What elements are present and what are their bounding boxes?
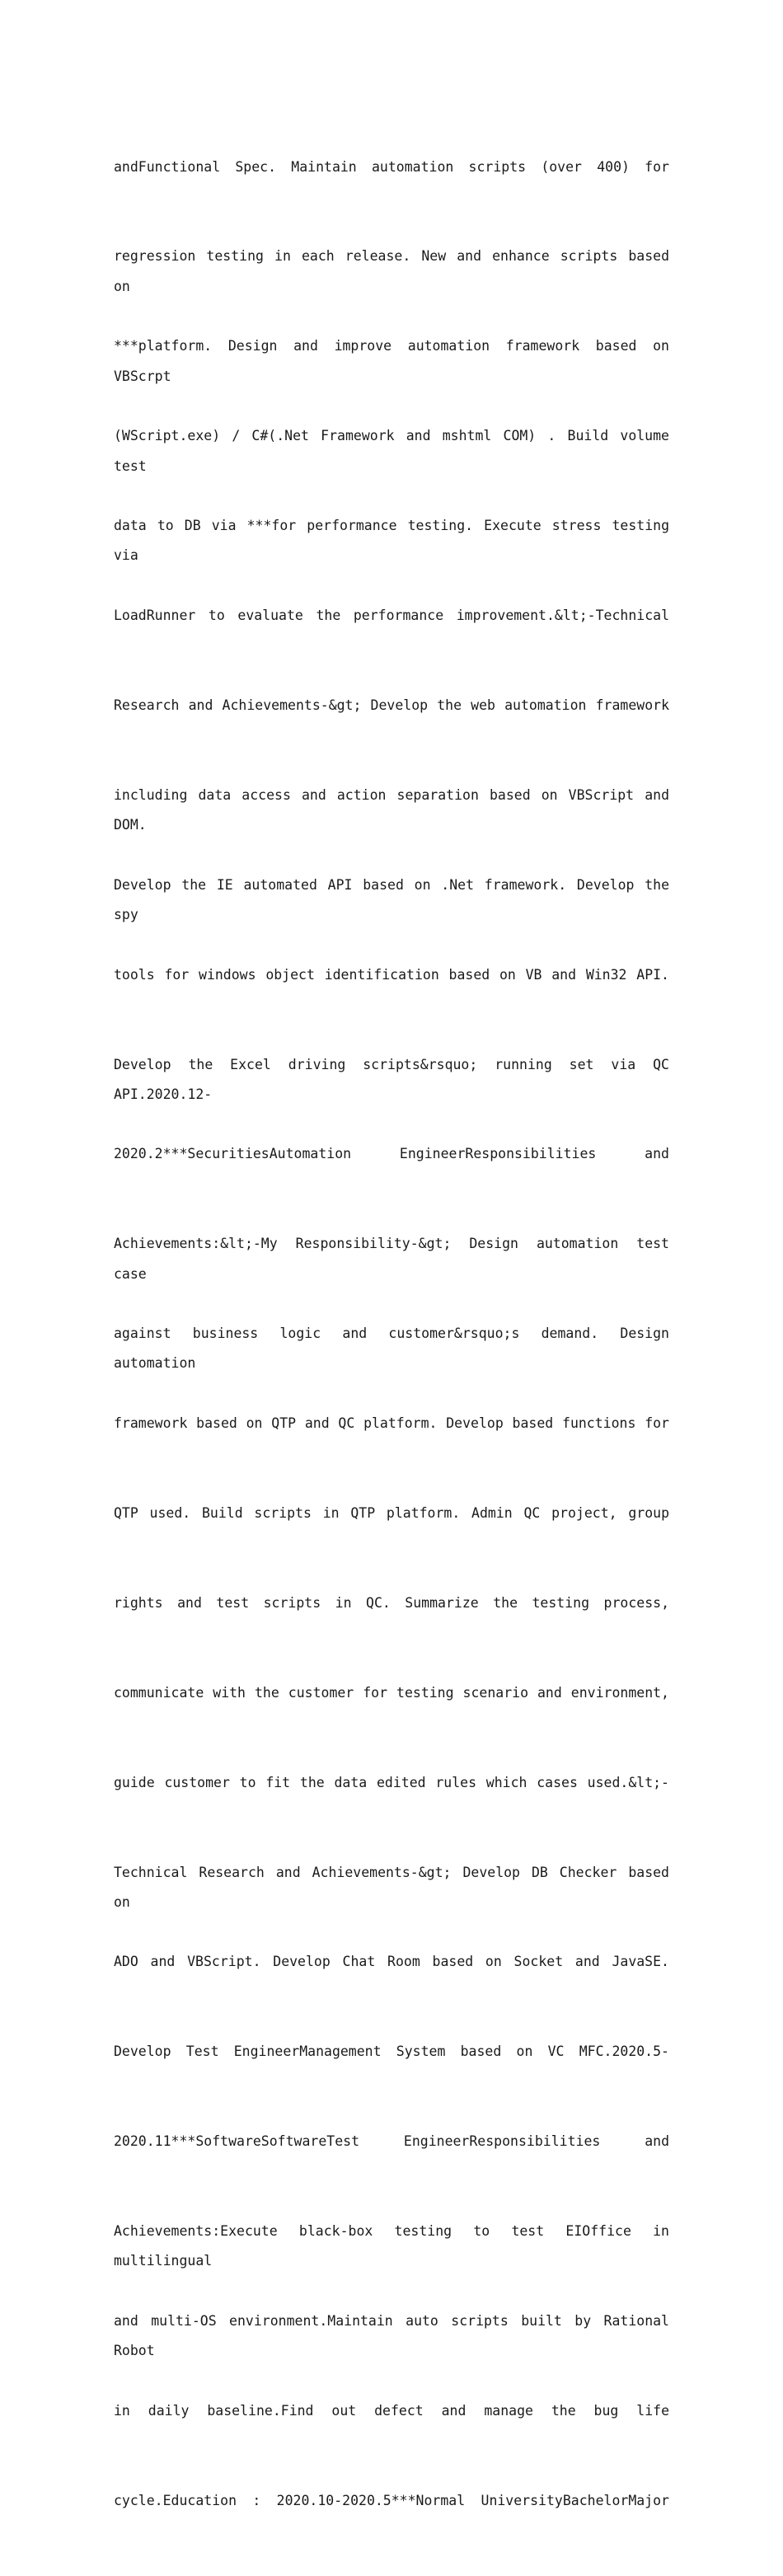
text-line: communicate with the customer for testing scenario and environment, bbox=[114, 1684, 669, 1701]
text-line: data to DB via ***for performance testing. Execute stress testing via bbox=[114, 518, 669, 564]
text-line: including data access and action separation based on VBScript and DOM. bbox=[114, 786, 669, 833]
text-line: Technical Research and Achievements-&gt; Develop DB Checker based on bbox=[114, 1864, 669, 1910]
text-line: regression testing in each release. New and enhance scripts based on bbox=[114, 248, 669, 294]
text-line: and multi-OS environment.Maintain auto scripts built by Rational Robot bbox=[114, 2312, 669, 2359]
resume-body-text bbox=[114, 92, 669, 2576]
text-line: cycle.Education : 2020.10-2020.5***Normal UniversityBachelorMajor bbox=[114, 2492, 669, 2508]
text-line: ***platform. Design and improve automation framework based on VBScrpt bbox=[114, 338, 669, 384]
text-line: Achievements:&lt;-My Responsibility-&gt; Design automation test case bbox=[114, 1236, 669, 1282]
text-line: Develop the Excel driving scripts&rsquo; running set via QC API.2020.12- bbox=[114, 1056, 669, 1102]
text-line: 2020.2***SecuritiesAutomation EngineerResponsibilities and bbox=[114, 1146, 669, 1162]
text-line: rights and test scripts in QC. Summarize the testing process, bbox=[114, 1594, 669, 1611]
text-line: framework based on QTP and QC platform. Develop based functions for bbox=[114, 1415, 669, 1432]
text-line: 2020.11***SoftwareSoftwareTest EngineerResponsibilities and bbox=[114, 2133, 669, 2150]
text-line: against business logic and customer&rsquo;s demand. Design automation bbox=[114, 1326, 669, 1372]
text-line: guide customer to fit the data edited rules which cases used.&lt;- bbox=[114, 1774, 669, 1790]
text-line: ADO and VBScript. Develop Chat Room based on Socket and JavaSE. bbox=[114, 1954, 669, 1970]
text-line: Achievements:Execute black-box testing to test EIOffice in multilingual bbox=[114, 2223, 669, 2269]
text-line: tools for windows object identification based on VB and Win32 API. bbox=[114, 966, 669, 983]
text-line: QTP used. Build scripts in QTP platform. Admin QC project, group bbox=[114, 1504, 669, 1521]
text-line: Research and Achievements-&gt; Develop the web automation framework bbox=[114, 697, 669, 713]
text-line: (WScript.exe) / C#(.Net Framework and mshtml COM) . Build volume test bbox=[114, 428, 669, 474]
text-line: andFunctional Spec. Maintain automation scripts (over 400) for bbox=[114, 158, 669, 175]
text-line: Develop Test EngineerManagement System based on VC MFC.2020.5- bbox=[114, 2043, 669, 2060]
text-line: LoadRunner to evaluate the performance improvement.&lt;-Technical bbox=[114, 608, 669, 624]
text-line: Develop the IE automated API based on .Net framework. Develop the spy bbox=[114, 876, 669, 923]
text-line: in daily baseline.Find out defect and manage the bug life bbox=[114, 2402, 669, 2419]
